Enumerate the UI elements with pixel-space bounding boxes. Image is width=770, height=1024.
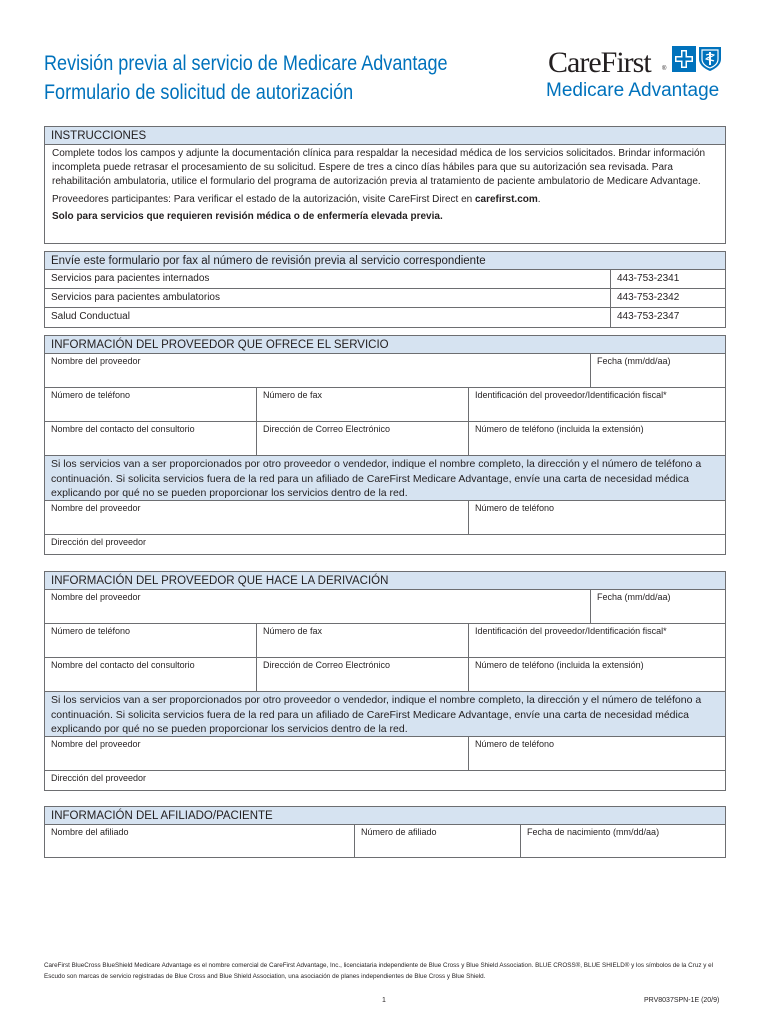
member-id-field[interactable]: Número de afiliado [355, 825, 521, 857]
carefirst-logo [544, 44, 728, 104]
fax-label: Servicios para pacientes internados [45, 270, 611, 288]
form-row [45, 825, 725, 857]
form-row [45, 771, 725, 791]
fax-row [45, 308, 725, 327]
form-title: Revisión previa al servicio de Medicare Advantage [44, 52, 448, 75]
fax-label: Salud Conductual [45, 308, 611, 327]
instructions-header: INSTRUCCIONES [45, 127, 725, 145]
form-subtitle: Formulario de solicitud de autorización [44, 81, 354, 104]
tax-id-field[interactable]: Identificación del proveedor/Identificación fiscal* [475, 390, 667, 400]
dob-field[interactable]: Fecha de nacimiento (mm/dd/aa) [527, 827, 660, 837]
fax-number: 443-753-2347 [617, 311, 680, 322]
form-code: PRV8037SPN-1E (20/9) [644, 997, 720, 1004]
fax-number: 443-753-2341 [617, 273, 680, 284]
form-row [45, 354, 725, 388]
carefirst-link[interactable]: carefirst.com [474, 193, 538, 205]
logo-trademark: ® [662, 66, 667, 72]
form-row [45, 624, 725, 658]
email-field[interactable]: Dirección de Correo Electrónico [257, 658, 469, 691]
tax-id-field[interactable]: Identificación del proveedor/Identificación fiscal* [475, 626, 667, 636]
referring-header: INFORMACIÓN DEL PROVEEDOR QUE HACE LA DERIVACIÓN [45, 572, 725, 590]
fax-header: Envíe este formulario por fax al número de revisión previa al servicio correspondiente [45, 252, 725, 270]
fax-section [44, 251, 726, 328]
alt-phone-field[interactable]: Número de teléfono [475, 503, 555, 513]
page-number: 1 [382, 997, 386, 1004]
provider-name-field[interactable]: Nombre del proveedor [45, 590, 591, 623]
logo-brand: CareFirst [548, 46, 651, 79]
instructions-text: Complete todos los campos y adjunte la documentación clínica para respaldar la necesidad médica de los servicios solicitados. Brindar información incompleta puede retrasar el procesamiento de su solicitud. Espere de tres a cinco días hábiles para que su autorización sea revisada. Para rehabilitación ambulatoria, utilice el formulario del programa de autorización previa al tratamiento de paciente ambulatorio de Medicare Advantage. [52, 148, 706, 188]
date-field[interactable]: Fecha (mm/dd/aa) [597, 592, 671, 602]
form-row [45, 658, 725, 692]
provider-name-field[interactable]: Nombre del proveedor [45, 354, 591, 387]
alt-phone-field[interactable]: Número de teléfono [475, 739, 555, 749]
phone-ext-field[interactable]: Número de teléfono (incluida la extensión) [475, 660, 644, 670]
instructions-providers [45, 190, 725, 207]
fax-label: Servicios para pacientes ambulatorios [45, 289, 611, 307]
office-contact-field[interactable]: Nombre del contacto del consultorio [45, 422, 257, 455]
member-name-field[interactable]: Nombre del afiliado [45, 825, 355, 857]
referring-note: Si los servicios van a ser proporcionados por otro proveedor o vendedor, indique el nombre completo, la dirección y el número de teléfono a continuación. Si solicita servicios fuera de la red para un afiliado de CareFirst Medicare Advantage, envíe una carta de necesidad médica explicando por qué no se pueden proporcionar los servicios dentro de la red. [45, 692, 725, 737]
instructions-section [44, 126, 726, 244]
form-row [45, 501, 725, 535]
blue-cross-icon [672, 46, 696, 72]
blue-shield-icon [698, 46, 722, 72]
form-row [45, 422, 725, 456]
servicing-header: INFORMACIÓN DEL PROVEEDOR QUE OFRECE EL SERVICIO [45, 336, 725, 354]
form-row [45, 535, 725, 555]
form-row [45, 590, 725, 624]
alt-provider-name-field[interactable]: Nombre del proveedor [45, 501, 469, 534]
servicing-note: Si los servicios van a ser proporcionados por otro proveedor o vendedor, indique el nombre completo, la dirección y el número de teléfono a continuación. Si solicita servicios fuera de la red para un afiliado de CareFirst Medicare Advantage, envíe una carta de necesidad médica explicando por qué no se pueden proporcionar los servicios dentro de la red. [45, 456, 725, 501]
alt-address-field[interactable]: Dirección del proveedor [51, 537, 147, 547]
fax-field[interactable]: Número de fax [257, 388, 469, 421]
fax-number: 443-753-2342 [617, 292, 680, 303]
providers-suffix: . [537, 193, 541, 205]
form-row [45, 737, 725, 771]
member-section [44, 806, 726, 858]
referring-provider-section [44, 571, 726, 791]
alt-address-field[interactable]: Dirección del proveedor [51, 773, 147, 783]
fax-row [45, 270, 725, 289]
logo-subtitle: Medicare Advantage [546, 80, 720, 101]
instructions-note-text: Solo para servicios que requieren revisión médica o de enfermería elevada previa. [52, 210, 443, 222]
email-field[interactable]: Dirección de Correo Electrónico [257, 422, 469, 455]
member-header: INFORMACIÓN DEL AFILIADO/PACIENTE [45, 807, 725, 825]
legal-disclaimer: CareFirst BlueCross BlueShield Medicare Advantage es el nombre comercial de CareFirst Advantage, Inc., licenciataria independiente de Blue Cross y Blue Shield Association. BLUE CROSS®, BLUE SHIELD® y los símbolos de la Cruz y el Escudo son marcas de servicio registradas de Blue Cross and Blue Shield Association, una asociación de planes independientes de Blue Cross y Blue Shield. [44, 962, 714, 980]
phone-field[interactable]: Número de teléfono [45, 624, 257, 657]
fax-field[interactable]: Número de fax [257, 624, 469, 657]
instructions-note [45, 207, 725, 224]
providers-text: Proveedores participantes: Para verificar el estado de la autorización, visite CareFirst Direct en [52, 193, 475, 205]
servicing-provider-section [44, 335, 726, 555]
office-contact-field[interactable]: Nombre del contacto del consultorio [45, 658, 257, 691]
alt-provider-name-field[interactable]: Nombre del proveedor [45, 737, 469, 770]
phone-field[interactable]: Número de teléfono [45, 388, 257, 421]
phone-ext-field[interactable]: Número de teléfono (incluida la extensión) [475, 424, 644, 434]
date-field[interactable]: Fecha (mm/dd/aa) [597, 356, 671, 366]
fax-row [45, 289, 725, 308]
form-row [45, 388, 725, 422]
